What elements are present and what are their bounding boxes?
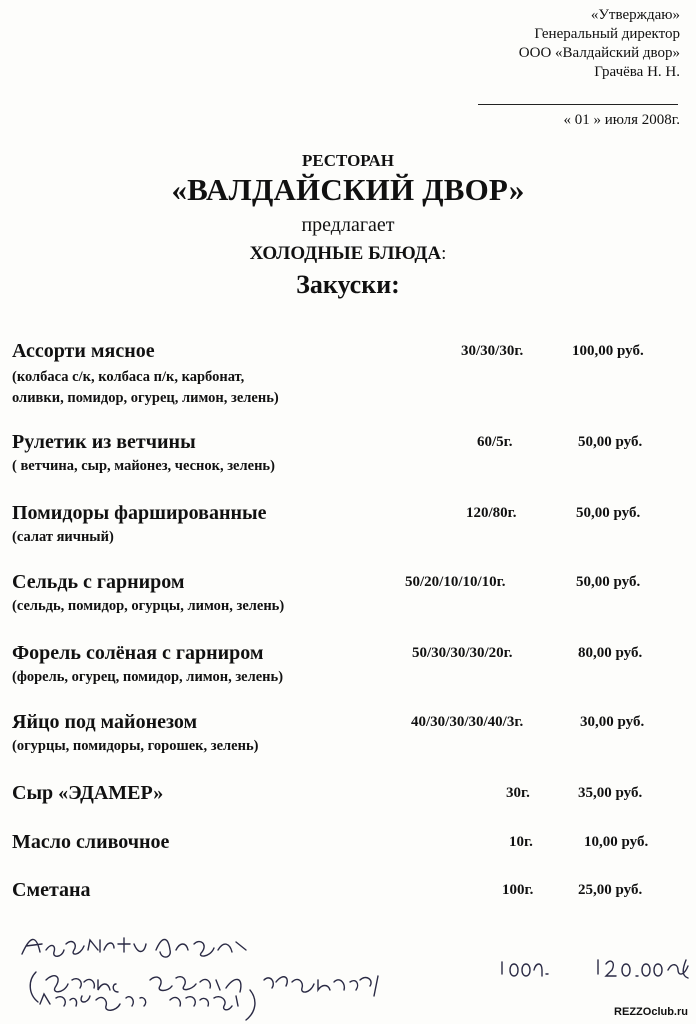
watermark: REZZOclub.ru bbox=[614, 1006, 688, 1018]
item-price: 100,00 руб. bbox=[572, 343, 644, 359]
item-name: Форель солёная с гарниром bbox=[12, 642, 264, 664]
item-weight: 40/30/30/30/40/3г. bbox=[411, 714, 524, 730]
item-price: 50,00 руб. bbox=[576, 574, 641, 590]
approval-title: «Утверждаю» bbox=[590, 7, 680, 23]
category-title bbox=[0, 243, 696, 265]
item-weight: 50/30/30/30/20г. bbox=[412, 645, 513, 661]
item-price: 35,00 руб. bbox=[578, 785, 643, 801]
item-description: (огурцы, помидоры, горошек, зелень) bbox=[12, 738, 259, 754]
item-description: оливки, помидор, огурец, лимон, зелень) bbox=[12, 390, 279, 406]
item-weight: 100г. bbox=[502, 882, 534, 898]
item-weight: 120/80г. bbox=[466, 505, 517, 521]
offers-text: предлагает bbox=[301, 214, 395, 236]
item-name: Помидоры фаршированные bbox=[12, 502, 267, 524]
approval-block bbox=[519, 6, 680, 82]
item-price: 30,00 руб. bbox=[580, 714, 645, 730]
approval-company: ООО «Валдайский двор» bbox=[518, 45, 680, 61]
item-name: Яйцо под майонезом bbox=[12, 711, 198, 733]
item-description: ( ветчина, сыр, майонез, чеснок, зелень) bbox=[12, 458, 275, 474]
item-name: Масло сливочное bbox=[12, 831, 170, 853]
item-weight: 60/5г. bbox=[477, 434, 513, 450]
item-name: Рулетик из ветчины bbox=[12, 431, 196, 453]
item-description: (форель, огурец, помидор, лимон, зелень) bbox=[12, 669, 284, 685]
item-price: 80,00 руб. bbox=[578, 645, 643, 661]
approval-date: « 01 » июля 2008г. bbox=[563, 112, 680, 128]
menu-item bbox=[0, 642, 696, 712]
approval-signatory: Грачёва Н. Н. bbox=[594, 64, 680, 80]
item-name: Сыр «ЭДАМЕР» bbox=[12, 782, 164, 804]
item-weight: 30/30/30г. bbox=[461, 343, 524, 359]
item-weight: 50/20/10/10/10г. bbox=[405, 574, 506, 590]
item-description: (сельдь, помидор, огурцы, лимон, зелень) bbox=[12, 598, 285, 614]
menu-item bbox=[0, 340, 696, 410]
item-price: 10,00 руб. bbox=[584, 834, 649, 850]
menu-item bbox=[0, 571, 696, 641]
item-description: (колбаса с/к, колбаса п/к, карбонат, bbox=[12, 369, 245, 385]
menu-item bbox=[0, 711, 696, 781]
menu-item bbox=[0, 431, 696, 501]
restaurant-label: РЕСТОРАН bbox=[301, 151, 395, 170]
item-name: Сельдь с гарниром bbox=[12, 571, 185, 593]
restaurant-name: «ВАЛДАЙСКИЙ ДВОР» bbox=[171, 172, 525, 207]
menu-item bbox=[0, 502, 696, 572]
handwritten-note bbox=[0, 930, 696, 1024]
category-label: ХОЛОДНЫЕ БЛЮДА bbox=[249, 243, 442, 264]
item-price: 50,00 руб. bbox=[576, 505, 641, 521]
item-price: 50,00 руб. bbox=[578, 434, 643, 450]
item-description: (салат яичный) bbox=[12, 529, 114, 545]
item-weight: 10г. bbox=[509, 834, 533, 850]
item-price: 25,00 руб. bbox=[578, 882, 643, 898]
item-name: Ассорти мясное bbox=[12, 340, 155, 362]
item-name: Сметана bbox=[12, 879, 91, 901]
approval-position: Генеральный директор bbox=[534, 26, 680, 42]
section-title: Закуски: bbox=[296, 270, 400, 299]
item-weight: 30г. bbox=[506, 785, 530, 801]
signature-line bbox=[478, 104, 678, 105]
category-colon: : bbox=[441, 243, 447, 264]
